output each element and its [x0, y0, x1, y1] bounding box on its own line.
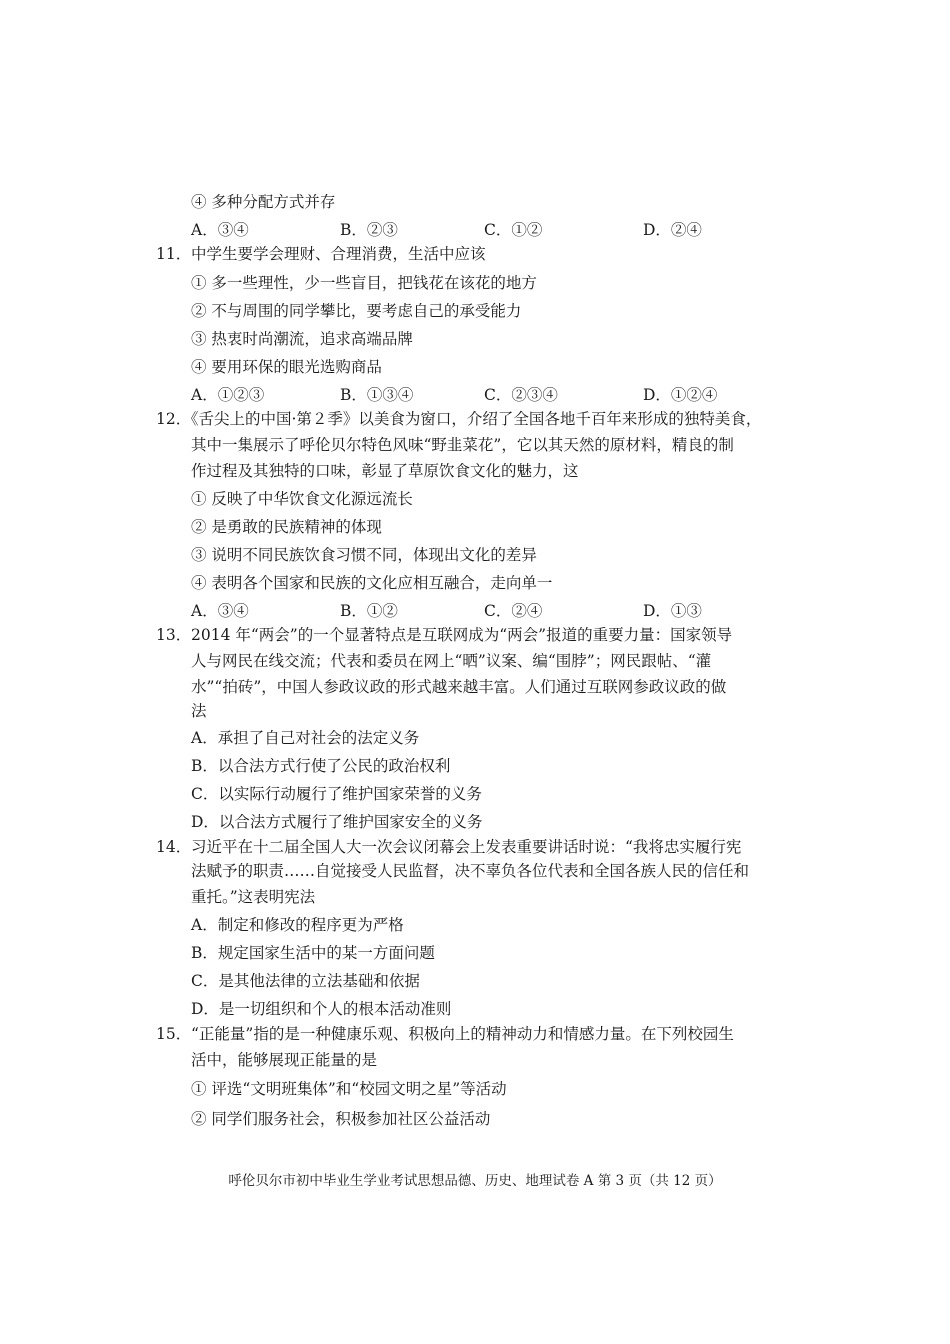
q12-stem-line-3: 作过程及其独特的口味，彰显了草原饮食文化的魅力，这 — [191, 462, 579, 480]
q12-option-b: B．①② — [340, 602, 398, 620]
q11-option-c: C．②③④ — [484, 386, 558, 404]
q12-option-d: D．①③ — [643, 602, 702, 620]
q13-option-d: D．以合法方式履行了维护国家安全的义务 — [191, 813, 483, 831]
q11-number: 11． — [156, 245, 192, 263]
q13-stem-line-3: 水”“拍砖”，中国人参政议政的形式越来越丰富。人们通过互联网参政议政的做 — [191, 678, 727, 696]
q12-item-4: ④ 表明各个国家和民族的文化应相互融合，走向单一 — [191, 574, 553, 592]
q10-option-d: D．②④ — [643, 221, 702, 239]
q15-item-2: ② 同学们服务社会，积极参加社区公益活动 — [191, 1110, 491, 1128]
q12-item-1: ① 反映了中华饮食文化源远流长 — [191, 490, 413, 508]
q15-stem-line-2: 活中，能够展现正能量的是 — [191, 1051, 378, 1069]
page-footer: 呼伦贝尔市初中毕业生学业考试思想品德、历史、地理试卷 A 第 3 页（共 12 页） — [228, 1173, 722, 1189]
q14-option-c: C．是其他法律的立法基础和依据 — [191, 972, 420, 990]
q14-option-a: A．制定和修改的程序更为严格 — [191, 916, 404, 934]
q11-item-3: ③ 热衷时尚潮流，追求高端品牌 — [191, 330, 413, 348]
q13-stem-line-1: 2014 年“两会”的一个显著特点是互联网成为“两会”报道的重要力量：国家领导 — [191, 626, 733, 644]
q13-stem-line-4: 法 — [191, 702, 207, 720]
q10-option-c: C．①② — [484, 221, 543, 239]
q11-item-1: ① 多一些理性，少一些盲目，把钱花在该花的地方 — [191, 274, 537, 292]
q13-option-c: C．以实际行动履行了维护国家荣誉的义务 — [191, 785, 482, 803]
q14-stem-line-2: 法赋予的职责……自觉接受人民监督，决不辜负各位代表和全国各族人民的信任和 — [191, 862, 750, 880]
q14-option-b: B．规定国家生活中的某一方面问题 — [191, 944, 435, 962]
q11-item-2: ② 不与周围的同学攀比，要考虑自己的承受能力 — [191, 302, 522, 320]
q13-option-b: B．以合法方式行使了公民的政治权利 — [191, 757, 451, 775]
q12-stem-line-2: 其中一集展示了呼伦贝尔特色风味“野韭菜花”，它以其天然的原材料，精良的制 — [191, 436, 734, 454]
q13-number: 13． — [156, 626, 192, 644]
q12-number: 12． — [156, 410, 192, 428]
q12-option-a: A．③④ — [191, 602, 249, 620]
q12-option-c: C．②④ — [484, 602, 543, 620]
q15-stem-line-1: “正能量”指的是一种健康乐观、积极向上的精神动力和情感力量。在下列校园生 — [191, 1025, 734, 1043]
q13-stem-line-2: 人与网民在线交流；代表和委员在网上“晒”议案、编“围脖”；网民跟帖、“灌 — [191, 652, 712, 670]
q11-item-4: ④ 要用环保的眼光选购商品 — [191, 358, 382, 376]
q15-item-1: ① 评选“文明班集体”和“校园文明之星”等活动 — [191, 1080, 507, 1098]
q11-option-a: A．①②③ — [191, 386, 265, 404]
q14-number: 14． — [156, 838, 192, 856]
q14-stem-line-3: 重托。”这表明宪法 — [191, 888, 316, 906]
q11-options — [191, 384, 811, 406]
q13-option-a: A．承担了自己对社会的法定义务 — [191, 729, 420, 747]
q14-stem-line-1: 习近平在十二届全国人大一次会议闭幕会上发表重要讲话时说：“我将忠实履行宪 — [191, 838, 742, 856]
q11-option-d: D．①②④ — [643, 386, 718, 404]
q10-option-a: A．③④ — [191, 221, 249, 239]
q11-stem: 中学生要学会理财、合理消费，生活中应该 — [191, 245, 486, 263]
q12-item-2: ② 是勇敢的民族精神的体现 — [191, 518, 382, 536]
q15-number: 15． — [156, 1025, 192, 1043]
q10-option-b: B．②③ — [340, 221, 398, 239]
q10-options — [191, 219, 811, 241]
q10-item-4: ④ 多种分配方式并存 — [191, 193, 336, 211]
q12-stem-line-1: 《舌尖上的中国·第２季》以美食为窗口，介绍了全国各地千百年来形成的独特美食， — [183, 410, 762, 428]
q11-option-b: B．①③④ — [340, 386, 414, 404]
q12-item-3: ③ 说明不同民族饮食习惯不同，体现出文化的差异 — [191, 546, 537, 564]
q14-option-d: D．是一切组织和个人的根本活动准则 — [191, 1000, 452, 1018]
q12-options — [191, 600, 811, 622]
